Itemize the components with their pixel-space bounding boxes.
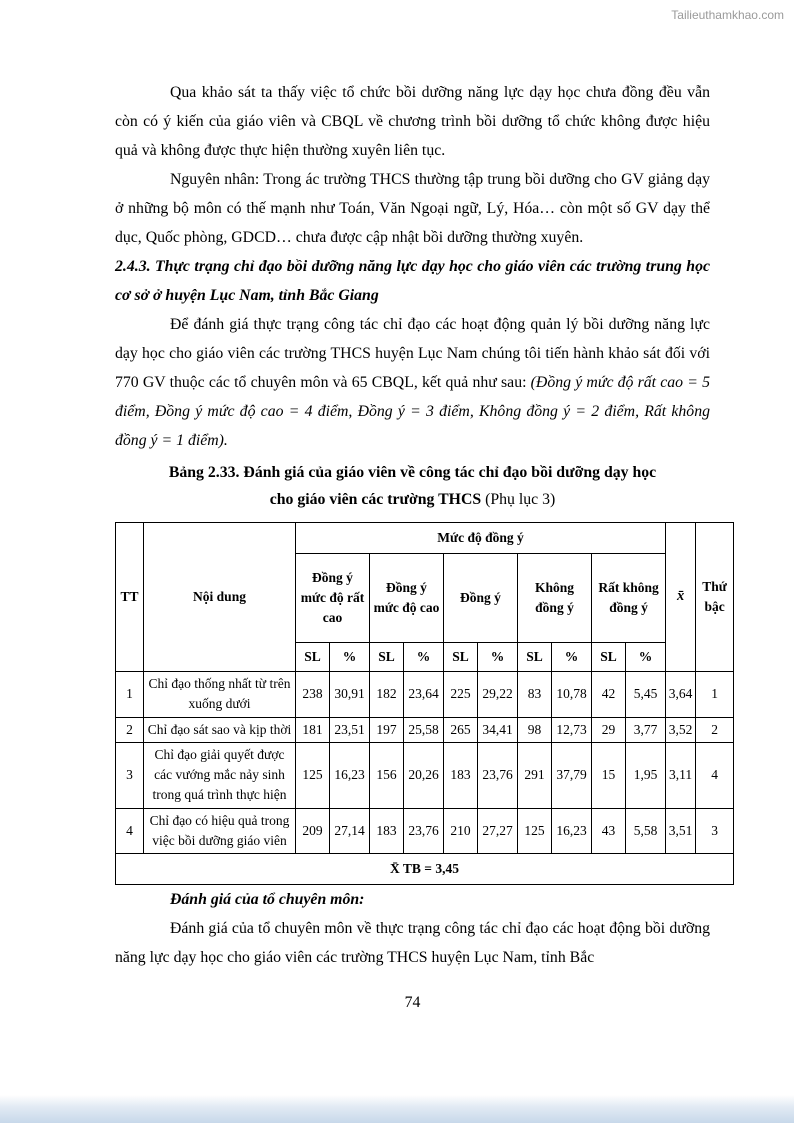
table-cell: 1,95 — [626, 742, 666, 808]
table-cell: 27,14 — [330, 808, 370, 854]
table-cell: 3 — [696, 808, 734, 854]
table-cell: 182 — [370, 672, 404, 718]
table-cell: 16,23 — [330, 742, 370, 808]
table-cell: 3,11 — [666, 742, 696, 808]
table-cell: 238 — [296, 672, 330, 718]
header-pct: % — [478, 643, 518, 672]
table-cell: 16,23 — [552, 808, 592, 854]
table-cell: Chỉ đạo thống nhất từ trên xuống dưới — [144, 672, 296, 718]
page-number: 74 — [404, 994, 421, 1011]
header-group-cao: Đồng ý mức độ cao — [370, 554, 444, 643]
header-sl: SL — [444, 643, 478, 672]
table-caption-line2 — [115, 486, 710, 513]
paragraph-normal-part: Để đánh giá thực trạng công tác chỉ đạo các hoạt động quản lý bồi dưỡng năng lực dạy học cho giáo viên các trường THCS huyện Lục Nam chúng tôi tiến hành khảo sát đối với 770 GV thuộc các tổ chuyên môn và 65 CBQL, kết quả như sau: — [115, 316, 710, 391]
table-cell: 43 — [592, 808, 626, 854]
table-cell: 1 — [696, 672, 734, 718]
table-cell: 2 — [116, 717, 144, 742]
table-cell: 15 — [592, 742, 626, 808]
paragraph-de-danh-gia — [115, 310, 710, 455]
paragraph-nguyen-nhan: Nguyên nhân: Trong ác trường THCS thường tập trung bồi dưỡng cho GV giảng dạy ở những bộ môn có thế mạnh như Toán, Văn Ngoại ngữ, Lý, Hóa… còn một số GV dạy thể dục, Quốc phòng, GDCD… chưa được cập nhật bồi dưỡng thường xuyên. — [115, 171, 710, 246]
table-cell: 4 — [696, 742, 734, 808]
paragraph-survey-result: Qua khảo sát ta thấy việc tổ chức bồi dưỡng năng lực dạy học chưa đồng đều vẫn còn có ý kiến của giáo viên và CBQL về chương trình bồi dưỡng tổ chức không được hiệu quả và không được thực hiện thường xuyên liên tục. — [115, 84, 710, 159]
table-cell: 3,51 — [666, 808, 696, 854]
table-cell: 1 — [116, 672, 144, 718]
table-cell: 3,52 — [666, 717, 696, 742]
table-cell: 183 — [370, 808, 404, 854]
table-cell: 197 — [370, 717, 404, 742]
header-sl: SL — [518, 643, 552, 672]
table-cell: 23,76 — [404, 808, 444, 854]
table-cell: 125 — [518, 808, 552, 854]
header-thu-bac: Thứ bậc — [696, 523, 734, 672]
table-cell: 27,27 — [478, 808, 518, 854]
table-row — [116, 717, 734, 742]
table-cell: Chỉ đạo có hiệu quả trong việc bồi dưỡng giáo viên — [144, 808, 296, 854]
table-cell: 29 — [592, 717, 626, 742]
site-watermark: Tailieuthamkhao.com — [671, 8, 784, 22]
table-cell: 23,64 — [404, 672, 444, 718]
table-cell: 210 — [444, 808, 478, 854]
header-pct: % — [626, 643, 666, 672]
table-cell: 42 — [592, 672, 626, 718]
table-cell: 209 — [296, 808, 330, 854]
table-cell: 3 — [116, 742, 144, 808]
header-sl: SL — [296, 643, 330, 672]
table-header-row-1 — [116, 523, 734, 554]
table-cell: 225 — [444, 672, 478, 718]
table-cell: 83 — [518, 672, 552, 718]
header-noi-dung: Nội dung — [144, 523, 296, 672]
header-xbar: x̄ — [666, 523, 696, 672]
table-footer-row — [116, 854, 734, 885]
paragraph-danh-gia-to-chuyen-mon: Đánh giá của tổ chuyên môn về thực trạng công tác chỉ đạo các hoạt động bồi dưỡng năng lực dạy học cho giáo viên các trường THCS huyện Lục Nam, tỉnh Bắc — [115, 920, 710, 966]
section-heading-2-4-3: 2.4.3. Thực trạng chỉ đạo bồi dưỡng năng lực dạy học cho giáo viên các trường trung học cơ sở ở huyện Lục Nam, tỉnh Bắc Giang — [115, 258, 710, 304]
paragraph-italic-scale-note: (Đồng ý mức độ rất cao = 5 điểm, Đồng ý mức độ cao = 4 điểm, Đồng ý = 3 điểm, Không đồng ý = 2 điểm, Rất không đồng ý = 1 điểm). — [115, 374, 710, 449]
table-cell: 98 — [518, 717, 552, 742]
table-row — [116, 742, 734, 808]
table-caption-line1: Bảng 2.33. Đánh giá của giáo viên về công tác chỉ đạo bồi dưỡng dạy học — [168, 464, 657, 481]
header-group-khong-dong-y: Không đồng ý — [518, 554, 592, 643]
table-cell: 3,64 — [666, 672, 696, 718]
header-muc-do-dong-y: Mức độ đồng ý — [296, 523, 666, 554]
header-sl: SL — [370, 643, 404, 672]
table-cell: 10,78 — [552, 672, 592, 718]
header-group-rat-cao: Đồng ý mức độ rất cao — [296, 554, 370, 643]
table-cell: 5,45 — [626, 672, 666, 718]
table-cell: 2 — [696, 717, 734, 742]
table-cell: 12,73 — [552, 717, 592, 742]
table-cell: 156 — [370, 742, 404, 808]
table-row — [116, 808, 734, 854]
subheading-to-chuyen-mon: Đánh giá của tổ chuyên môn: — [170, 891, 365, 908]
table-cell: 20,26 — [404, 742, 444, 808]
header-group-dong-y: Đồng ý — [444, 554, 518, 643]
header-pct: % — [552, 643, 592, 672]
table-caption — [115, 459, 710, 513]
table-cell: 23,76 — [478, 742, 518, 808]
table-average-cell: X̄ TB = 3,45 — [116, 854, 734, 885]
header-group-rat-khong-dong-y: Rất không đồng ý — [592, 554, 666, 643]
table-cell: 125 — [296, 742, 330, 808]
table-cell: 5,58 — [626, 808, 666, 854]
header-pct: % — [404, 643, 444, 672]
header-sl: SL — [592, 643, 626, 672]
header-pct: % — [330, 643, 370, 672]
table-cell: Chỉ đạo giải quyết được các vướng mắc nảy sinh trong quá trình thực hiện — [144, 742, 296, 808]
table-cell: Chỉ đạo sát sao và kịp thời — [144, 717, 296, 742]
caption-normal-part: (Phụ lục 3) — [481, 491, 556, 508]
table-cell: 30,91 — [330, 672, 370, 718]
table-cell: 265 — [444, 717, 478, 742]
table-cell: 29,22 — [478, 672, 518, 718]
table-cell: 34,41 — [478, 717, 518, 742]
table-cell: 37,79 — [552, 742, 592, 808]
table-cell: 4 — [116, 808, 144, 854]
caption-bold-part: cho giáo viên các trường THCS — [269, 491, 482, 508]
table-cell: 23,51 — [330, 717, 370, 742]
table-row — [116, 672, 734, 718]
table-cell: 291 — [518, 742, 552, 808]
header-tt: TT — [116, 523, 144, 672]
table-cell: 181 — [296, 717, 330, 742]
survey-results-table — [115, 522, 734, 885]
table-cell: 183 — [444, 742, 478, 808]
page-bottom-decoration — [0, 1095, 794, 1123]
table-cell: 3,77 — [626, 717, 666, 742]
table-cell: 25,58 — [404, 717, 444, 742]
